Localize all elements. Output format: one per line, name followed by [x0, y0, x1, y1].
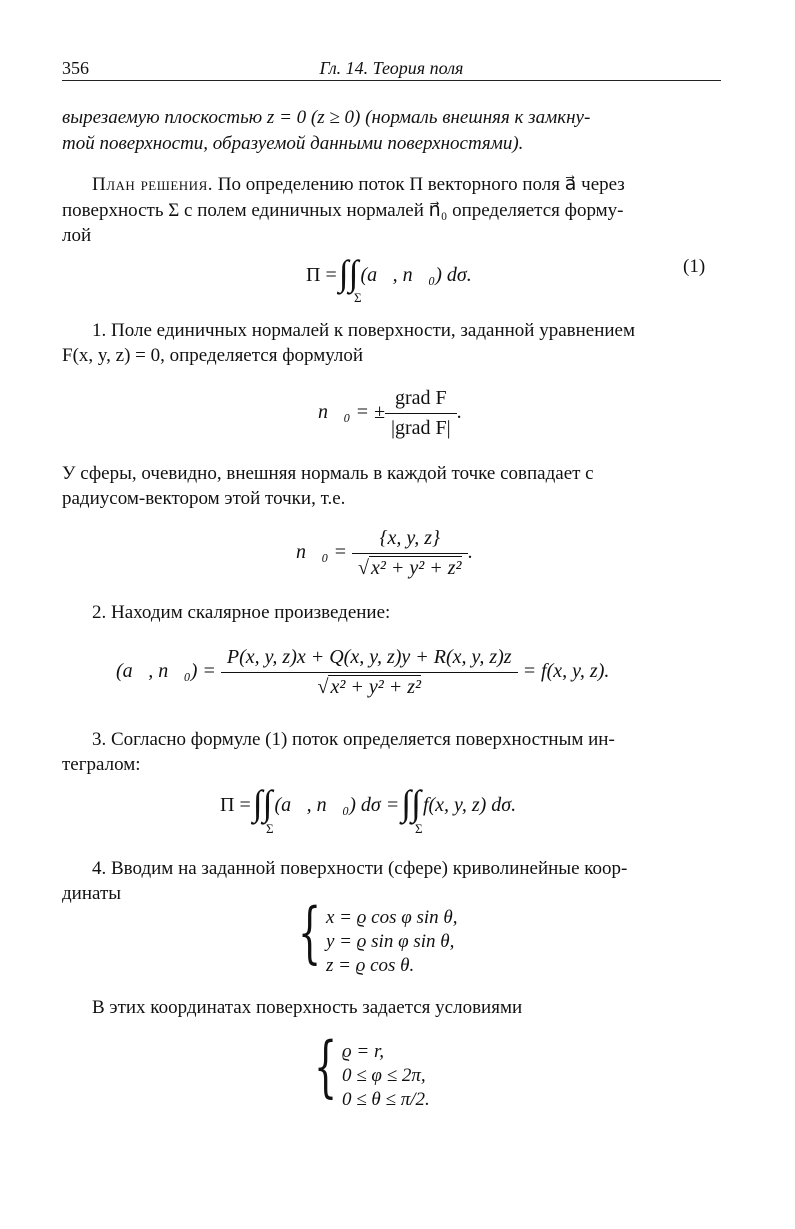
- grad-numerator: grad F: [385, 387, 457, 414]
- sphere-denominator: √ x² + y² + z²: [358, 557, 462, 579]
- plan-line-3: лой: [62, 225, 92, 246]
- eq1-lhs: П =: [306, 264, 337, 286]
- sphere-lhs: n⃗₀ =: [296, 541, 348, 564]
- coords-line-x: x = ϱ cos φ sin θ,: [326, 907, 458, 928]
- conditions-brace: {: [314, 1028, 338, 1105]
- dot-denominator: √ x² + y² + z²: [317, 676, 421, 698]
- intro-line-1: вырезаемую плоскостью z = 0 (z ≥ 0) (нормаль внешняя к замкну-: [62, 107, 591, 128]
- equation-sphere-normal: [296, 527, 473, 580]
- intro-line-2: той поверхности, образуемой данными поверхностями).: [62, 133, 524, 154]
- equation-grad: [318, 387, 462, 440]
- condition-rho: ϱ = r,: [342, 1041, 384, 1062]
- plan-heading: План решения.: [92, 174, 213, 195]
- double-integral-sign: ∫∫: [338, 253, 359, 293]
- step3-line-2: тегралом:: [62, 754, 141, 775]
- coords-line-y: y = ϱ sin φ sin θ,: [326, 931, 455, 952]
- double-integral-sign-1: ∫∫: [252, 783, 273, 823]
- flux-region-2: Σ: [415, 821, 423, 836]
- sphere-sqrt-body: x² + y² + z²: [371, 557, 462, 579]
- step1-line-1: 1. Поле единичных нормалей к поверхности, заданной уравнением: [92, 320, 636, 341]
- coords-brace: {: [298, 894, 322, 971]
- step1-line-2: F(x, y, z) = 0, определяется формулой: [62, 345, 364, 366]
- conditions-intro: В этих координатах поверхность задается условиями: [92, 997, 523, 1018]
- condition-theta: 0 ≤ θ ≤ π/2.: [342, 1089, 430, 1110]
- equation-flux: [220, 778, 517, 823]
- step4-line-2: динаты: [62, 883, 122, 904]
- dot-fraction: [221, 646, 518, 699]
- dot-rhs: = f(x, y, z).: [522, 660, 610, 683]
- sphere-line-1: У сферы, очевидно, внешняя нормаль в каждой точке совпадает с: [62, 463, 594, 484]
- plan-line-1-text: По определению поток П векторного поля a⃗ через: [213, 174, 625, 195]
- grad-lhs: n⃗₀ = ±: [318, 401, 385, 424]
- sphere-line-2: радиусом-вектором этой точки, т.е.: [62, 488, 346, 509]
- page-header: [62, 58, 721, 81]
- plan-line-1: [92, 173, 625, 197]
- grad-denominator: |grad F|: [390, 417, 451, 439]
- chapter-title: Гл. 14. Теория поля: [319, 58, 464, 78]
- double-integral-sign-2: ∫∫: [401, 783, 421, 823]
- flux-region-1: Σ: [266, 821, 274, 836]
- step4-line-1: 4. Вводим на заданной поверхности (сфере) криволинейные коор-: [92, 858, 628, 879]
- sphere-numerator: {x, y, z}: [352, 527, 468, 554]
- sphere-fraction: [352, 527, 468, 580]
- equation-1: [306, 248, 472, 293]
- plan-line-2: поверхность Σ с полем единичных нормалей n⃗₀ определяется форму-: [62, 200, 624, 221]
- equation-dot-product: [116, 646, 609, 699]
- flux-integrand-1: (a⃗, n⃗₀) dσ =: [274, 794, 400, 816]
- condition-phi: 0 ≤ φ ≤ 2π,: [342, 1065, 426, 1086]
- eq1-region: Σ: [354, 290, 362, 305]
- step2-line: 2. Находим скалярное произведение:: [92, 602, 391, 623]
- step3-line-1: 3. Согласно формуле (1) поток определяется поверхностным ин-: [92, 729, 615, 750]
- equation-number-1: (1): [683, 256, 706, 277]
- dot-numerator: P(x, y, z)x + Q(x, y, z)y + R(x, y, z)z: [221, 646, 518, 673]
- page-number: 356: [62, 58, 89, 78]
- sphere-tail: .: [467, 541, 473, 564]
- grad-fraction: [385, 387, 457, 440]
- coords-line-z: z = ϱ cos θ.: [326, 955, 415, 976]
- flux-integrand-2: f(x, y, z) dσ.: [422, 794, 517, 816]
- dot-lhs: (a⃗, n⃗₀) =: [116, 660, 216, 683]
- flux-lhs: П =: [220, 794, 251, 816]
- grad-tail: .: [456, 401, 462, 424]
- dot-sqrt-body: x² + y² + z²: [330, 676, 421, 698]
- eq1-integrand: (a⃗, n⃗₀) dσ.: [360, 264, 472, 286]
